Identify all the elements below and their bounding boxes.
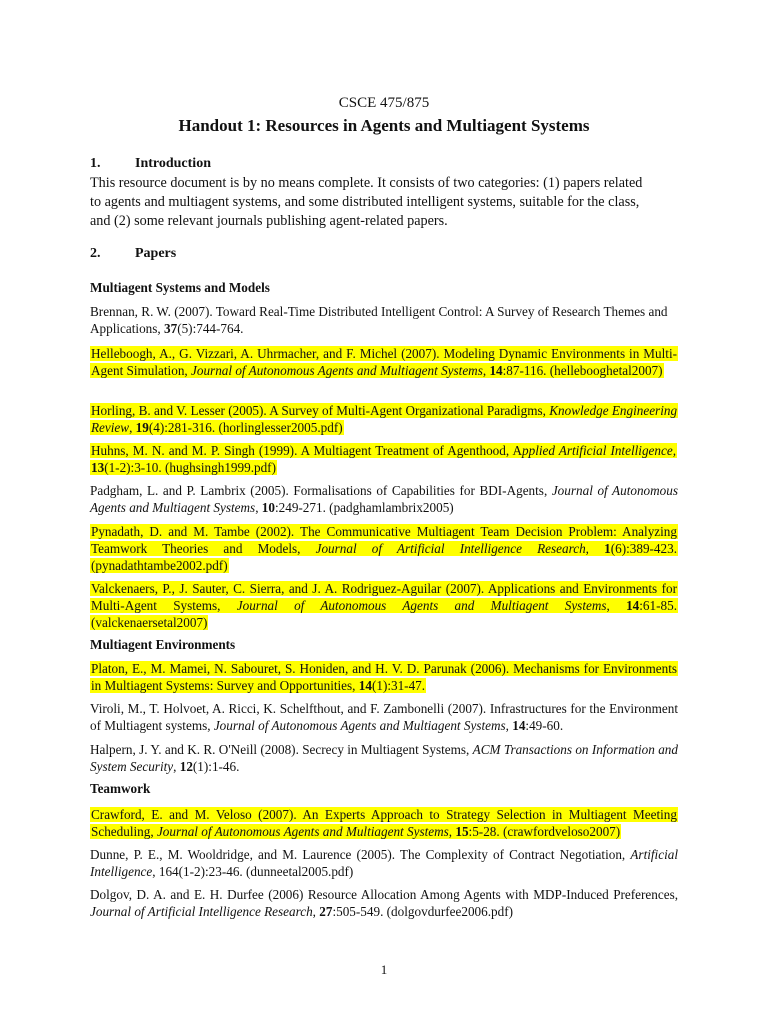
- subsection-models: Multiagent Systems and Models: [90, 280, 270, 295]
- section-heading-introduction: [90, 156, 211, 172]
- reference-dunne: Dunne, P. E., M. Wooldridge, and M. Laurence (2005). The Complexity of Contract Negotiation, Artificial Intelligence, 164(1-2):23-46. (dunneetal2005.pdf): [90, 847, 678, 879]
- reference-horling: Horling, B. and V. Lesser (2005). A Survey of Multi-Agent Organizational Paradigms, Knowledge Engineering Review, 19(4):281-316. (horlinglesser2005.pdf): [91, 403, 678, 435]
- reference-viroli: Viroli, M., T. Holvoet, A. Ricci, K. Schelfthout, and F. Zambonelli (2007). Infrastructures for the Environment of Multiagent systems, Journal of Autonomous Agents and Multiagent Systems, 14:49-60.: [90, 701, 678, 733]
- reference-helleboogh: Helleboogh, A., G. Vizzari, A. Uhrmacher, and F. Michel (2007). Modeling Dynamic Environments in Multi-Agent Simulation, Journal of Autonomous Agents and Multiagent Systems, 14:87-116. (hellebooghetal2007): [91, 346, 677, 378]
- section-title: Introduction: [135, 156, 211, 171]
- document-title: Handout 1: Resources in Agents and Multiagent Systems: [178, 116, 590, 135]
- subsection-environments: Multiagent Environments: [90, 637, 236, 652]
- reference-padgham: Padgham, L. and P. Lambrix (2005). Formalisations of Capabilities for BDI-Agents, Journal of Autonomous Agents and Multiagent Systems, 10:249-271. (padghamlambrix2005): [90, 483, 678, 515]
- page-number: 1: [380, 962, 388, 977]
- section-number: 2.: [90, 246, 101, 261]
- reference-valckenaers: Valckenaers, P., J. Sauter, C. Sierra, and J. A. Rodriguez-Aguilar (2007). Applications and Environments for Multi-Agent Systems, Journal of Autonomous Agents and Multiagent Systems, 14:61-85. (valckenaersetal2007): [91, 581, 677, 630]
- reference-halpern: Halpern, J. Y. and K. R. O'Neill (2008). Secrecy in Multiagent Systems, ACM Transactions on Information and System Security, 12(1):1-46.: [90, 742, 678, 774]
- reference-platon: Platon, E., M. Mamei, N. Sabouret, S. Honiden, and H. V. D. Parunak (2006). Mechanisms for Environments in Multiagent Systems: Survey and Opportunities, 14(1):31-47.: [91, 661, 677, 693]
- reference-pynadath: Pynadath, D. and M. Tambe (2002). The Communicative Multiagent Team Decision Problem: Analyzing Teamwork Theories and Models, Journal of Artificial Intelligence Research, 1(6):389-423. (pynadathtambe2002.pdf): [91, 524, 678, 573]
- subsection-teamwork: Teamwork: [90, 781, 151, 796]
- section-title: Papers: [135, 246, 177, 261]
- reference-dolgov: Dolgov, D. A. and E. H. Durfee (2006) Resource Allocation Among Agents with MDP-Induced Preferences, Journal of Artificial Intelligence Research, 27:505-549. (dolgovdurfee2006.pdf): [90, 887, 678, 919]
- section-number: 1.: [90, 156, 101, 171]
- reference-huhns: Huhns, M. N. and M. P. Singh (1999). A Multiagent Treatment of Agenthood, Applied Artificial Intelligence, 13(1-2):3-10. (hughsingh1999.pdf): [91, 443, 676, 475]
- course-code: CSCE 475/875: [338, 95, 430, 111]
- intro-paragraph: This resource document is by no means complete. It consists of two categories: (1) papers related to agents and multiagent systems, and some distributed intelligent systems, suitable for the class, and (2) some relevant journals publishing agent-related papers.: [90, 175, 643, 229]
- reference-crawford: Crawford, E. and M. Veloso (2007). An Experts Approach to Strategy Selection in Multiagent Meeting Scheduling, Journal of Autonomous Agents and Multiagent Systems, 15:5-28. (crawfordveloso2007): [91, 807, 677, 839]
- reference-brennan: Brennan, R. W. (2007). Toward Real-Time Distributed Intelligent Control: A Survey of Research Themes and Applications, 37(5):744-764.: [90, 304, 668, 336]
- section-heading-papers: [90, 246, 176, 262]
